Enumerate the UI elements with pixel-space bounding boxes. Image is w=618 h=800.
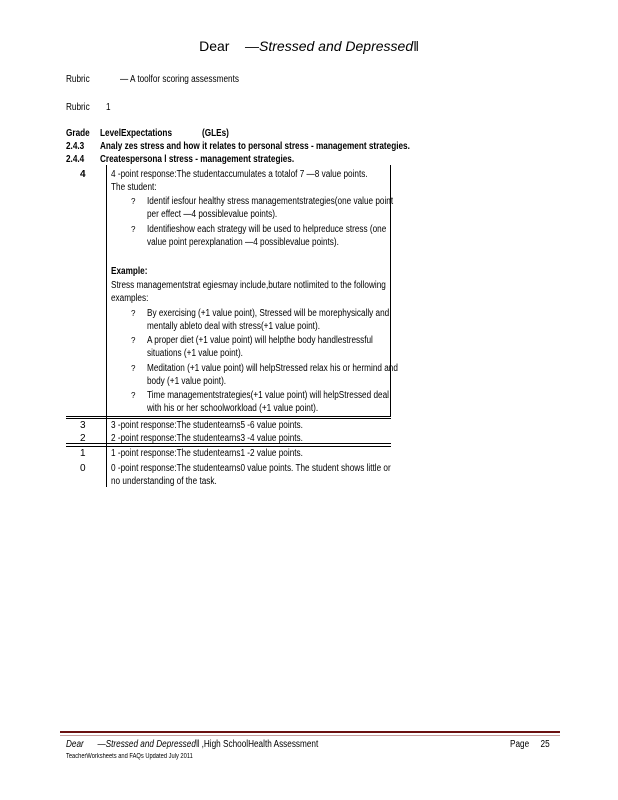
footer-page xyxy=(510,739,558,750)
criterion-1-line-a: Identif iesfour healthy stress managementstrategies(one value point xyxy=(147,196,394,207)
rubric-label-2: Rubric xyxy=(66,102,90,113)
footer-subtitle: TeacherWorksheets and FAQs Updated July 2011 xyxy=(66,753,193,760)
example-1-line-b: mentally ableto deal with stress(+1 value point). xyxy=(147,321,320,332)
footer-main-title: —Stressed and Depressed‖ xyxy=(97,739,200,750)
gle-text-2: Createspersona l stress - management strategies. xyxy=(100,154,295,165)
gle-code-1: 2.4.3 xyxy=(66,141,85,152)
criterion-2-line-a: Identifieshow each strategy will be used to helpreduce stress (one xyxy=(147,224,387,235)
score-2-label: 2 xyxy=(80,433,86,444)
footer-dear: Dear xyxy=(66,739,84,750)
title-main: —Stressed and Depressed‖ xyxy=(245,38,419,54)
criterion-2-line-b: value point perexplanation —4 possiblevalue points). xyxy=(147,237,339,248)
score-2-text: 2 -point response:The studentearns3 -4 value points. xyxy=(111,433,303,444)
bullet-icon: ? xyxy=(131,391,136,400)
footer-title xyxy=(66,739,374,750)
score-4-label: 4 xyxy=(80,169,86,180)
footer-page-label: Page xyxy=(510,739,530,750)
table-row-separator xyxy=(66,416,391,417)
example-2-line-a: A proper diet (+1 value point) will helpthe body handlestressful xyxy=(147,335,373,346)
score-0-label: 0 xyxy=(80,463,86,474)
example-3-line-a: Meditation (+1 value point) will helpStressed relax his or hermind and xyxy=(147,363,398,374)
gle-header-grade: Grade xyxy=(66,128,90,139)
footer-rule xyxy=(60,731,560,733)
example-label: Example: xyxy=(111,266,148,277)
bullet-icon: ? xyxy=(131,225,136,234)
score-4-line2: The student: xyxy=(111,182,157,193)
example-2-line-b: situations (+1 value point). xyxy=(147,348,243,359)
gle-code-2: 2.4.4 xyxy=(66,154,85,165)
score-0-text: 0 -point response:The studentearns0 value points. The student shows little or xyxy=(111,463,391,474)
gle-header-gles: (GLEs) xyxy=(202,128,229,139)
rubric-text-1: — A toolfor scoring assessments xyxy=(120,74,239,85)
score-1-text: 1 -point response:The studentearns1 -2 value points. xyxy=(111,448,303,459)
score-3-label: 3 xyxy=(80,420,86,431)
example-4-line-b: with his or her schoolworkload (+1 value point). xyxy=(147,403,319,414)
rubric-text-2: 1 xyxy=(106,102,111,113)
score-1-label: 1 xyxy=(80,448,86,459)
example-4-line-a: Time managementstrategies(+1 value point) will helpStressed deal xyxy=(147,390,389,401)
criterion-1-line-b: per effect —4 possiblevalue points). xyxy=(147,209,278,220)
bullet-icon: ? xyxy=(131,309,136,318)
example-1-line-a: By exercising (+1 value point), Stressed will be morephysically and xyxy=(147,308,390,319)
gle-text-1: Analy zes stress and how it relates to personal stress - management strategies. xyxy=(100,141,410,152)
example-3-line-b: body (+1 value point). xyxy=(147,376,227,387)
bullet-icon: ? xyxy=(131,364,136,373)
table-divider xyxy=(106,165,107,487)
gle-header-level: LevelExpectations xyxy=(100,128,173,139)
footer-course: ,High SchoolHealth Assessment xyxy=(201,739,319,750)
score-4-line1: 4 -point response:The studentaccumulates a totalof 7 —8 value points. xyxy=(111,169,368,180)
example-intro-2: examples: xyxy=(111,293,149,304)
score-3-text: 3 -point response:The studentearns5 -6 value points. xyxy=(111,420,303,431)
bullet-icon: ? xyxy=(131,336,136,345)
page-title xyxy=(0,38,618,54)
footer-rule-thin xyxy=(60,735,560,736)
bullet-icon: ? xyxy=(131,197,136,206)
rubric-label-1: Rubric xyxy=(66,74,90,85)
title-prefix: Dear xyxy=(199,38,230,54)
score-0-text-cont: no understanding of the task. xyxy=(111,476,217,487)
example-intro-1: Stress managementstrat egiesmay include,butare notlimited to the following xyxy=(111,280,386,291)
footer-page-number: 25 xyxy=(540,739,550,750)
